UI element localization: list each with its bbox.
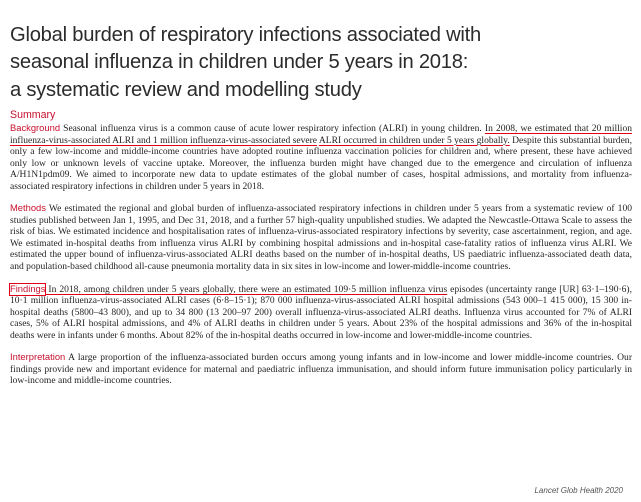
interpretation-text: A large proportion of the influenza-associated burden occurs among young infants and in low-income and lower middle-income countries. Our findings provide new and important evidence for maternal and paediatric influenza immunisation, and should inform future immunisation policy particularly in low-income and middle-income countries. — [10, 352, 632, 387]
background-highlight-1: In 2008, we estimated that 20 million influenza-virus-associated ALRI and 1 million influenza-virus-associated severe — [10, 123, 632, 146]
journal-citation: Lancet Glob Health 2020 — [534, 486, 623, 495]
findings-highlight: In 2018, among children under 5 years globally, there were an estimated 109·5 million influenza virus — [45, 283, 448, 295]
background-label: Background — [10, 122, 61, 133]
interpretation-paragraph — [10, 351, 632, 387]
findings-text: episodes (uncertainty range [UR] 63·1–190·6), 10·1 million influenza-virus-associated ALRI cases (6·8–15·1); 870 000 influenza-virus-associated ALRI hospital admissions (543 000–1 415 000), 15 300 in-hospital deaths (5800–43 800), and up to 34 800 (13 200–97 200) overall influenza-virus-associated ALRI deaths. Influenza virus accounted for 7% of ALRI cases, 5% of ALRI hospital admissions, and 4% of ALRI deaths in children under 5 years. About 23% of the hospital admissions and 36% of the in-hospital deaths were in infants under 6 months. About 82% of the in-hospital deaths occurred in low-income and lower-middle-income countries. — [10, 283, 632, 341]
methods-text: We estimated the regional and global burden of influenza-associated respiratory infections in children under 5 years from a systematic review of 100 studies published between Jan 1, 1995, and Dec 31, 2018, and a further 57 high-quality unpublished studies. We adapted the Newcastle-Ottawa Scale to assess the risk of bias. We estimated incidence and hospitalisation rates of influenza-virus-associated respiratory infections by severity, case ascertainment, region, and age. We estimated in-hospital deaths from influenza virus ALRI by combining hospital admissions and in-hospital case-fatality ratios of influenza virus ALRI. We estimated the upper bound of influenza-virus-associated ALRI deaths based on the number of in-hospital deaths, US paediatric influenza-associated death data, and population-based childhood all-cause pneumonia mortality data in six sites in low-income and lower-middle-income countries. — [10, 203, 632, 273]
article-title — [10, 22, 630, 105]
summary-section — [10, 109, 632, 397]
findings-label-box — [10, 284, 45, 295]
background-highlight-2: ALRI occurred in children under 5 years globally. — [318, 134, 510, 146]
interpretation-label: Interpretation — [10, 351, 66, 363]
findings-paragraph — [10, 283, 632, 342]
findings-label: Findings — [10, 282, 46, 294]
background-paragraph — [10, 122, 632, 192]
summary-heading: Summary — [10, 109, 56, 121]
background-text-intro: Seasonal influenza virus is a common cause of acute lower respiratory infection (ALRI) in young children. — [60, 123, 485, 134]
background-text-rest: Despite this substantial burden, only a few low-income and middle-income countries have adopted routine influenza vaccination policies for children and, where present, these have achieved only low or unknown levels of vaccine uptake. Moreover, the influenza burden might have changed due to the emergence and circulation of influenza A/H1N1pdm09. We aimed to incorporate new data to update estimates of the global number of cases, hospital admissions, and mortality from influenza-associated respiratory infections in children under 5 years in 2018. — [10, 134, 632, 192]
title-line-1: Global burden of respiratory infections associated with — [10, 23, 482, 46]
title-line-3: a systematic review and modelling study — [10, 78, 362, 101]
title-line-2: seasonal influenza in children under 5 years in 2018: — [10, 51, 469, 74]
methods-label: Methods — [10, 202, 46, 214]
methods-paragraph — [10, 202, 632, 272]
